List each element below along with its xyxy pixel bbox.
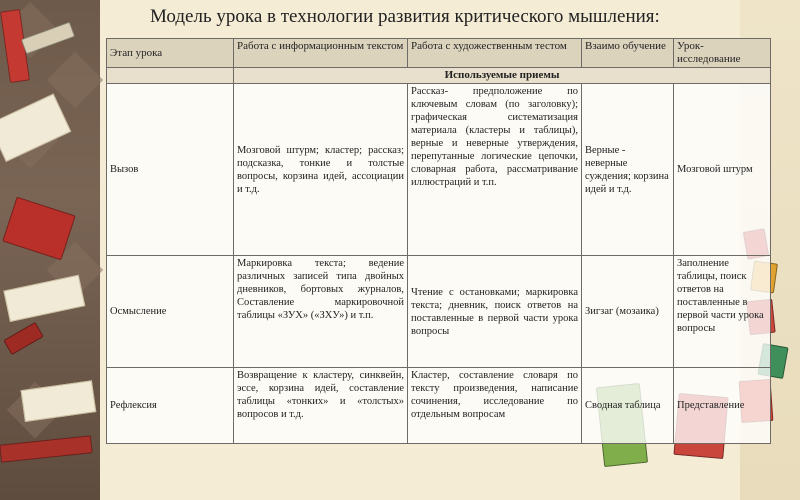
open-book-illustration <box>3 275 85 322</box>
table-cell: Возвращение к кластеру, синквейн, эссе, корзина идей, составление таблицы «тонких» и «толстых» вопросов и т.д. <box>234 368 408 444</box>
table-cell: Мозговой штурм; кластер; рассказ; подсказка, тонкие и толстые вопросы, корзина идей, ассоциации и т.д. <box>234 84 408 256</box>
table-header-row <box>107 39 771 68</box>
book-illustration <box>3 322 44 355</box>
column-header: Этап урока <box>107 39 234 68</box>
table-cell: Заполнение таблицы, поиск ответов на поставленные в первой части урока вопросы <box>674 256 771 368</box>
table-cell: Рассказ- предположение по ключевым словам (по заголовку); графическая систематизация материала (кластеры и таблицы), верные и неверные утверждения, перепутанные логические цепочки, словарная работа, рассматривание иллюстраций и т.п. <box>408 84 582 256</box>
table-cell: Мозговой штурм <box>674 84 771 256</box>
table-row <box>107 256 771 368</box>
column-header: Работа с художественным тестом <box>408 39 582 68</box>
page-title: Модель урока в технологии развития критического мышления: <box>150 6 660 27</box>
column-header: Работа с информационным текстом <box>234 39 408 68</box>
column-header: Урок- исследование <box>674 39 771 68</box>
subheader-cell: Используемые приемы <box>234 68 771 84</box>
lesson-model-table <box>106 38 771 444</box>
stage-cell: Вызов <box>107 84 234 256</box>
column-header: Взаимо обучение <box>582 39 674 68</box>
table-cell: Сводная таблица <box>582 368 674 444</box>
book-illustration <box>0 435 93 463</box>
table-cell: Представление <box>674 368 771 444</box>
stage-cell: Рефлексия <box>107 368 234 444</box>
table-cell: Маркировка текста; ведение различных записей типа двойных дневников, бортовых журналов, Составление маркировочной таблицы «ЗУХ» («ЗХУ») и т.п. <box>234 256 408 368</box>
table-cell: Зигзаг (мозаика) <box>582 256 674 368</box>
stage-cell: Осмысление <box>107 256 234 368</box>
table-row <box>107 368 771 444</box>
decorative-left-strip <box>0 0 100 500</box>
table-cell: Чтение с остановками; маркировка текста; дневник, поиск ответов на поставленные в первой части урока вопросы <box>408 256 582 368</box>
subheader-row <box>107 68 771 84</box>
empty-cell <box>107 68 234 84</box>
table-cell: Верные - неверные суждения; корзина идей и т.д. <box>582 84 674 256</box>
table-cell: Кластер, составление словаря по тексту произведения, написание сочинения, исследование по отдельным вопросам <box>408 368 582 444</box>
table-row <box>107 84 771 256</box>
